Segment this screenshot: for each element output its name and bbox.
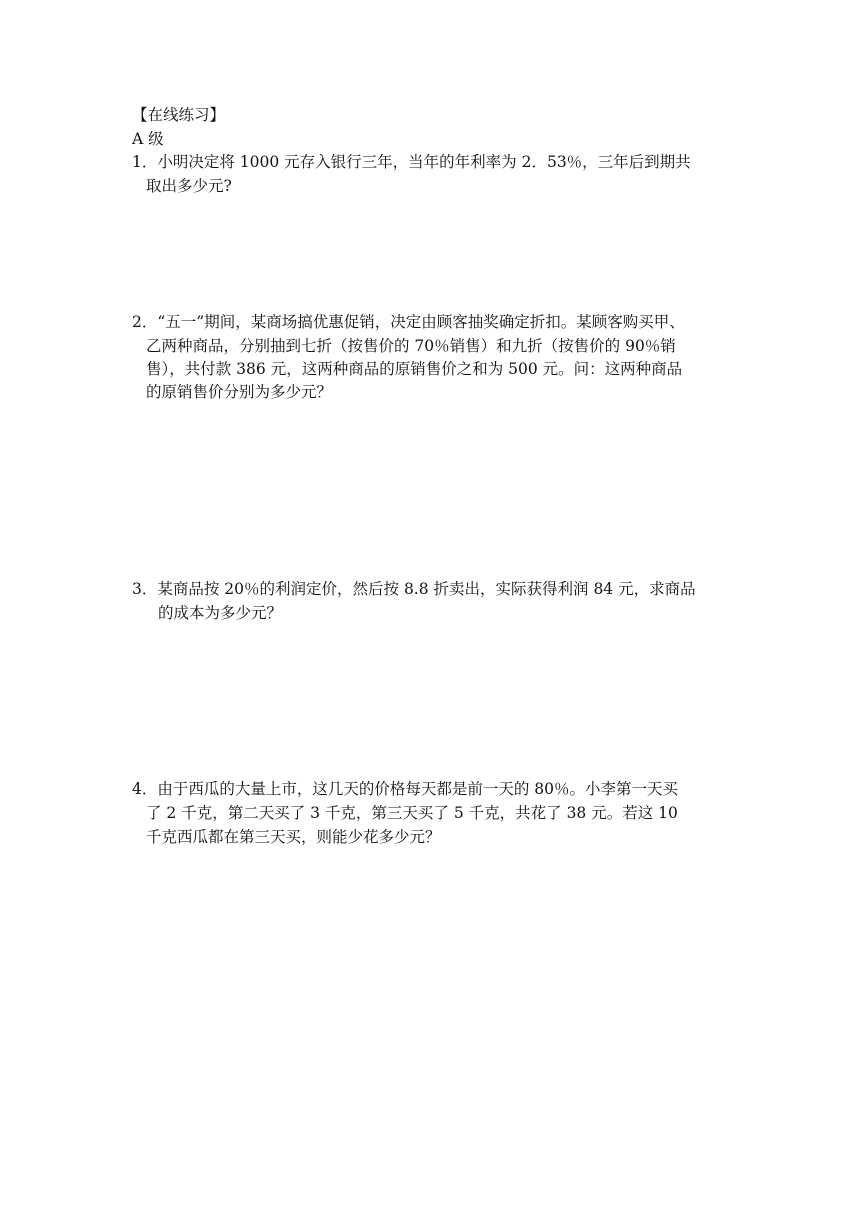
question-3-line-1: 3．某商品按 20％的利润定价，然后按 8.8 折卖出，实际获得利润 84 元，求商品	[132, 580, 696, 598]
level-label: A 级	[132, 130, 164, 148]
question-1-line-1: 1．小明决定将 1000 元存入银行三年，当年的年利率为 2．53％，三年后到期共	[132, 153, 691, 171]
question-4-line-2: 了 2 千克，第二天买了 3 千克，第三天买了 5 千克，共花了 38 元。若这 10	[146, 804, 678, 822]
question-4-line-3: 千克西瓜都在第三天买，则能少花多少元？	[146, 828, 441, 846]
question-2-line-2: 乙两种商品，分别抽到七折（按售价的 70％销售）和九折（按售价的 90％销	[146, 337, 676, 355]
question-2-line-3: 售），共付款 386 元，这两种商品的原销售价之和为 500 元。问：这两种商品	[146, 360, 683, 378]
question-1-line-2: 取出多少元?	[146, 177, 232, 195]
question-4-line-1: 4．由于西瓜的大量上市，这几天的价格每天都是前一天的 80％。小李第一天买	[132, 780, 679, 798]
section-heading: 【在线练习】	[132, 106, 226, 124]
question-2-line-1: 2．“五一”期间，某商场搞优惠促销，决定由顾客抽奖确定折扣。某顾客购买甲、	[132, 313, 685, 331]
question-2-line-4: 的原销售价分别为多少元？	[146, 383, 333, 401]
question-3-line-2: 的成本为多少元？	[158, 604, 283, 622]
